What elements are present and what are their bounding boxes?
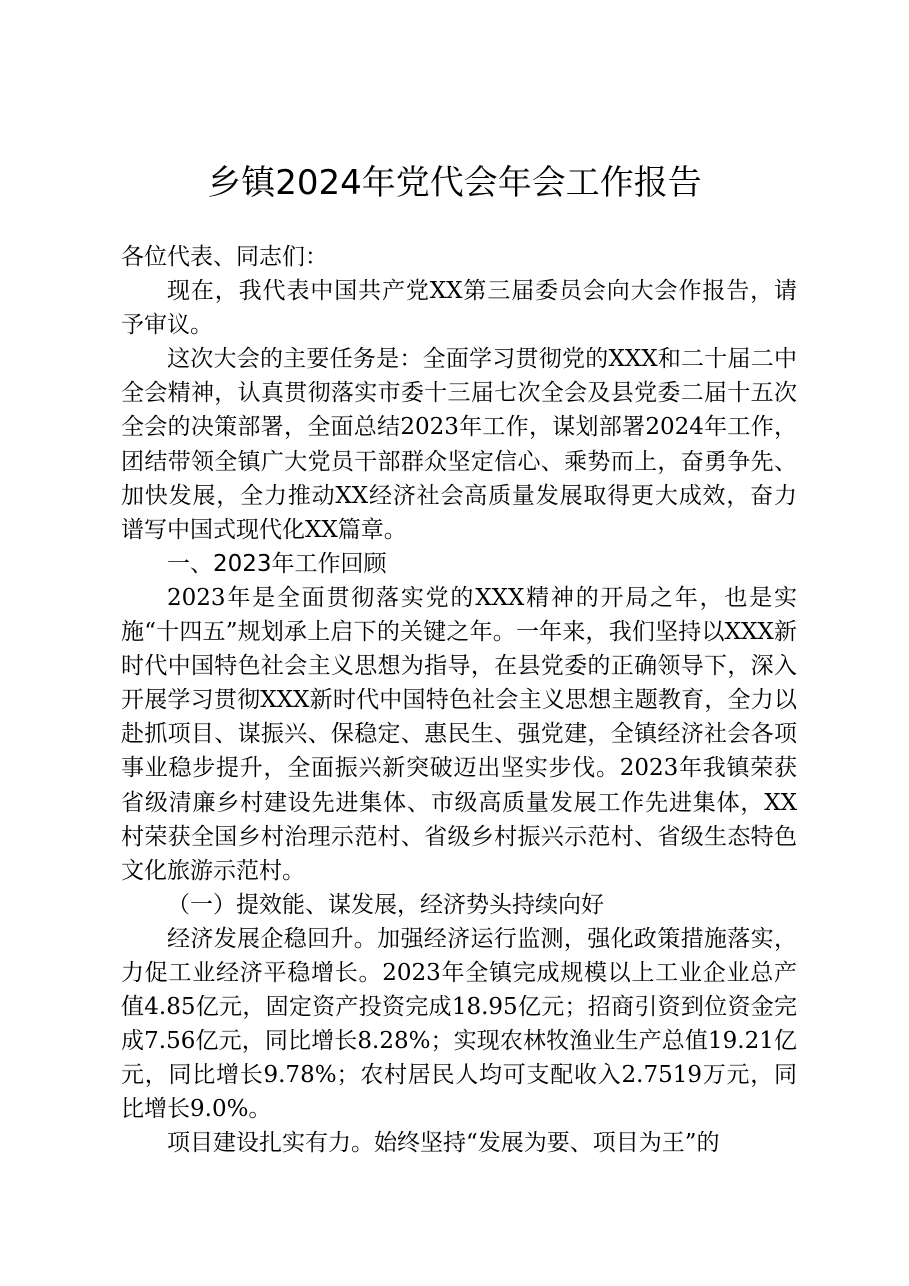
paragraph: 现在，我代表中国共产党XX第三届委员会向大会作报告，请予审议。 — [121, 278, 797, 339]
paragraph: 2023年是全面贯彻落实党的XXX精神的开局之年，也是实施“十四五”规划承上启下的关键之年。一年来，我们坚持以XXX新时代中国特色社会主义思想为指导，在县党委的正确领导下，深入开展学习贯彻XXX新时代中国特色社会主义思想主题教育，全力以赴抓项目、谋振兴、保稳定、惠民生、强党建，全镇经济社会各项事业稳步提升，全面振兴新突破迈出坚实步伐。2023年我镇荣获省级清廉乡村建设先进集体、市级高质量发展工作先进集体，XX村荣获全国乡村治理示范村、省级乡村振兴示范村、省级生态特色文化旅游示范村。 — [121, 584, 797, 884]
paragraph: 经济发展企稳回升。加强经济运行监测，强化政策措施落实，力促工业经济平稳增长。2023年全镇完成规模以上工业企业总产值4.85亿元，固定资产投资完成18.95亿元；招商引资到位资金完成7.56亿元，同比增长8.28%；实现农林牧渔业生产总值19.21亿元，同比增长9.78%；农村居民人均可支配收入2.7519万元，同比增长9.0%。 — [121, 925, 797, 1123]
paragraph: 项目建设扎实有力。始终坚持“发展为要、项目为王”的 — [167, 1130, 720, 1157]
paragraph: 这次大会的主要任务是：全面学习贯彻党的XXX和二十届二中全会精神，认真贯彻落实市委十三届七次全会及县党委二届十五次全会的决策部署，全面总结2023年工作，谋划部署2024年工作，团结带领全镇广大党员干部群众坚定信心、乘势而上，奋勇争先、加快发展，全力推动XX经济社会高质量发展取得更大成效，奋力谱写中国式现代化XX篇章。 — [121, 346, 797, 543]
document-body — [121, 240, 797, 1161]
subsection-heading: （一）提效能、谋发展，经济势头持续向好 — [167, 891, 604, 918]
section-heading: 一、2023年工作回顾 — [167, 550, 387, 577]
salutation: 各位代表、同志们： — [121, 244, 328, 270]
document-title: 乡镇2024年党代会年会工作报告 — [207, 163, 702, 203]
